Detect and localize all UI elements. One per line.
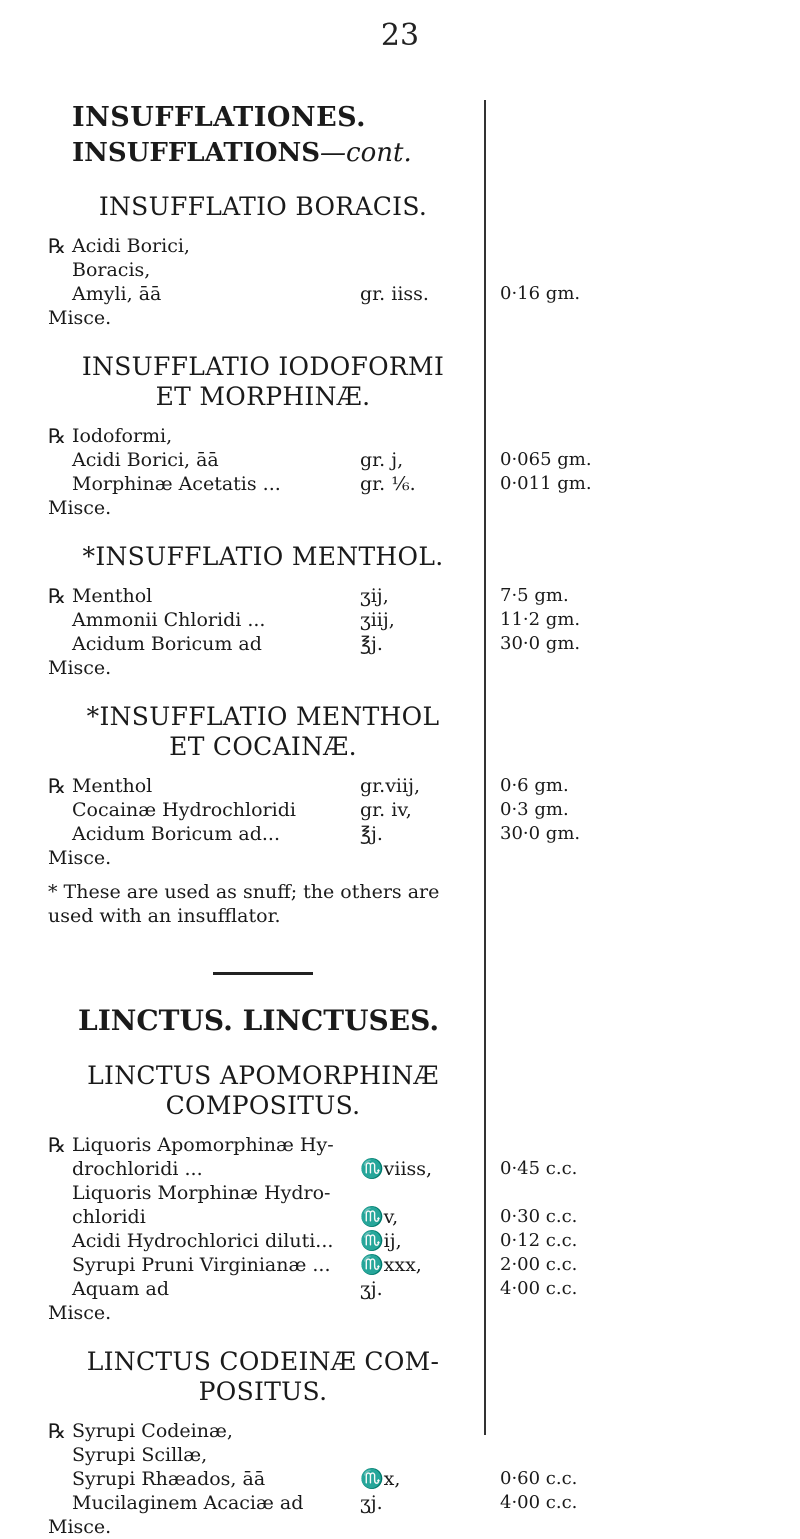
ingredient-name: Boracis, — [72, 259, 151, 281]
leader — [280, 822, 360, 846]
ingredient-name: Ammonii Chloridi ... — [72, 609, 266, 631]
leader — [330, 1181, 360, 1205]
chapter-title: INSUFFLATIONES. — [72, 102, 367, 133]
ingredient-line — [48, 258, 478, 282]
metric-equivalent: 0·16 gm. — [500, 283, 581, 304]
ingredient-name: Acidum Boricum ad — [72, 633, 262, 655]
section-title: LINCTUS CODEINÆ COM- — [86, 1347, 440, 1376]
section-title: ET MORPHINÆ. — [155, 382, 371, 411]
prescription — [48, 1419, 478, 1539]
ingredient-line — [48, 1229, 478, 1253]
section-title: COMPOSITUS. — [165, 1091, 361, 1120]
metric-equivalent: 0·60 c.c. — [500, 1468, 578, 1489]
prescription — [48, 584, 478, 680]
ingredient-quantity: ♏xxx, — [360, 1254, 422, 1276]
insufflation-sections — [48, 192, 478, 870]
column-rule — [484, 100, 486, 1435]
ingredient-line — [48, 1253, 478, 1277]
ingredient-name: chloridi — [72, 1206, 146, 1228]
chapter-cont-title: INSUFFLATIONS — [72, 138, 321, 168]
ingredient-quantity: ʒij, — [360, 585, 389, 607]
misce-instruction: Misce. — [48, 847, 112, 869]
ingredient-line — [48, 1157, 478, 1181]
leader — [265, 1467, 360, 1491]
metric-equivalent: 0·45 c.c. — [500, 1158, 578, 1179]
ingredient-name: Cocainæ Hydrochloridi — [72, 799, 296, 821]
ingredient-line — [48, 448, 478, 472]
ingredient-line — [48, 282, 478, 306]
ingredient-quantity — [360, 424, 478, 448]
ingredient-name: Liquoris Morphinæ Hydro- — [72, 1182, 331, 1204]
metric-equivalent: 30·0 gm. — [500, 823, 581, 844]
section-divider — [213, 972, 313, 975]
footnote: * These are used as snuff; the others are used with an insufflator. — [48, 881, 440, 927]
ingredient-line — [48, 608, 478, 632]
ingredient-line — [48, 424, 478, 448]
ingredient-name: Iodoformi, — [71, 425, 173, 447]
leader — [219, 448, 360, 472]
metric-equivalent: 2·00 c.c. — [500, 1254, 578, 1275]
ingredient-name: Amyli, āā — [72, 283, 162, 305]
page-number: 23 — [380, 18, 420, 53]
ingredient-quantity: ʒiij, — [360, 609, 395, 631]
ingredient-line — [48, 632, 478, 656]
rx-symbol: ℞ — [48, 1133, 66, 1157]
leader — [303, 1491, 360, 1515]
leader — [169, 1277, 360, 1301]
rx-symbol: ℞ — [48, 424, 66, 448]
prescription — [48, 234, 478, 330]
metric-equivalent: 0·011 gm. — [500, 473, 592, 494]
leader — [161, 282, 360, 306]
linctus-header: LINCTUS. LINCTUSES. — [78, 1004, 440, 1037]
ingredient-name: Aquam ad — [72, 1278, 169, 1300]
metric-equivalent: 7·5 gm. — [500, 585, 569, 606]
linctus-sections — [48, 1061, 478, 1539]
prescription — [48, 424, 478, 520]
ingredient-quantity: gr.viij, — [360, 775, 421, 797]
prescription — [48, 1133, 478, 1325]
ingredient-line — [48, 1419, 478, 1443]
ingredient-name: Menthol — [71, 775, 153, 797]
leader — [207, 1443, 360, 1467]
cont-suffix: —cont. — [320, 138, 412, 168]
misce-instruction: Misce. — [48, 1516, 112, 1538]
metric-equivalent: 4·00 c.c. — [500, 1278, 578, 1299]
rx-symbol: ℞ — [48, 234, 66, 258]
ingredient-quantity: ♏viiss, — [360, 1158, 433, 1180]
leader — [203, 1157, 360, 1181]
ingredient-quantity: ♏v, — [360, 1206, 399, 1228]
rx-symbol: ℞ — [48, 1419, 66, 1443]
ingredient-line — [48, 472, 478, 496]
ingredient-name: Acidi Hydrochlorici diluti... — [72, 1230, 334, 1252]
ingredient-name: Acidi Borici, āā — [72, 449, 219, 471]
ingredient-line — [48, 1133, 478, 1157]
metric-equivalent: 0·3 gm. — [500, 799, 569, 820]
ingredient-quantity: ʒj. — [360, 1278, 383, 1300]
leader — [233, 1419, 360, 1443]
leader — [146, 1205, 360, 1229]
main-column — [48, 100, 478, 1539]
metric-equivalent: 0·30 c.c. — [500, 1206, 578, 1227]
section-title: *INSUFFLATIO MENTHOL. — [82, 542, 444, 571]
leader — [152, 774, 360, 798]
ingredient-quantity: gr. ⅙. — [360, 473, 416, 495]
leader — [331, 1253, 361, 1277]
ingredient-line — [48, 1467, 478, 1491]
ingredient-quantity: gr. j, — [360, 449, 404, 471]
ingredient-quantity: gr. iv, — [360, 799, 412, 821]
leader — [150, 258, 360, 282]
ingredient-quantity — [360, 234, 478, 258]
metric-equivalent: 11·2 gm. — [500, 609, 581, 630]
section-title: LINCTUS APOMORPHINÆ — [87, 1061, 439, 1090]
ingredient-name: Acidum Boricum ad... — [72, 823, 280, 845]
ingredient-line — [48, 1277, 478, 1301]
ingredient-quantity — [360, 1419, 478, 1443]
leader — [334, 1133, 360, 1157]
ingredient-name: Syrupi Codeinæ, — [71, 1420, 233, 1442]
leader — [265, 608, 360, 632]
ingredient-line — [48, 798, 478, 822]
ingredient-quantity — [360, 1133, 478, 1157]
ingredient-name: Syrupi Scillæ, — [72, 1444, 208, 1466]
ingredient-line — [48, 822, 478, 846]
ingredient-quantity: ♏ij, — [360, 1230, 402, 1252]
ingredient-name: Mucilaginem Acaciæ ad — [72, 1492, 304, 1514]
chapter-continued — [72, 136, 478, 170]
ingredient-name: drochloridi ... — [72, 1158, 203, 1180]
leader — [152, 584, 360, 608]
misce-instruction: Misce. — [48, 1302, 112, 1324]
misce-instruction: Misce. — [48, 307, 112, 329]
leader — [281, 472, 360, 496]
section-title: POSITUS. — [198, 1377, 328, 1406]
leader — [190, 234, 360, 258]
section-title: *INSUFFLATIO MENTHOL — [86, 702, 440, 731]
metric-equivalent: 0·6 gm. — [500, 775, 569, 796]
leader — [296, 798, 360, 822]
ingredient-quantity: ♏x, — [360, 1468, 401, 1490]
misce-instruction: Misce. — [48, 497, 112, 519]
section-title: INSUFFLATIO BORACIS. — [98, 192, 428, 221]
ingredient-name: Acidi Borici, — [71, 235, 190, 257]
ingredient-line — [48, 1205, 478, 1229]
ingredient-quantity: ℥j. — [360, 633, 383, 655]
ingredient-line — [48, 234, 478, 258]
leader — [262, 632, 360, 656]
ingredient-quantity: ℥j. — [360, 823, 383, 845]
section-title: ET COCAINÆ. — [169, 732, 357, 761]
prescription — [48, 774, 478, 870]
ingredient-line — [48, 774, 478, 798]
leader — [172, 424, 360, 448]
metric-equivalent: 30·0 gm. — [500, 633, 581, 654]
misce-instruction: Misce. — [48, 657, 112, 679]
ingredient-name: Morphinæ Acetatis ... — [72, 473, 281, 495]
ingredient-quantity — [360, 1443, 478, 1467]
section-title: INSUFFLATIO IODOFORMI — [81, 352, 445, 381]
ingredient-line — [48, 584, 478, 608]
metric-equivalent: 0·065 gm. — [500, 449, 592, 470]
ingredient-name: Liquoris Apomorphinæ Hy- — [71, 1134, 334, 1156]
ingredient-name: Syrupi Pruni Virginianæ ... — [72, 1254, 331, 1276]
metric-equivalent: 0·12 c.c. — [500, 1230, 578, 1251]
ingredient-quantity: gr. iiss. — [360, 283, 429, 305]
ingredient-quantity: ʒj. — [360, 1492, 383, 1514]
ingredient-line — [48, 1443, 478, 1467]
ingredient-line — [48, 1491, 478, 1515]
ingredient-name: Menthol — [71, 585, 153, 607]
ingredient-line — [48, 1181, 478, 1205]
metric-equivalent: 4·00 c.c. — [500, 1492, 578, 1513]
ingredient-quantity — [360, 1181, 478, 1205]
leader — [333, 1229, 360, 1253]
ingredient-quantity — [360, 258, 478, 282]
ingredient-name: Syrupi Rhæados, āā — [72, 1468, 266, 1490]
rx-symbol: ℞ — [48, 774, 66, 798]
rx-symbol: ℞ — [48, 584, 66, 608]
